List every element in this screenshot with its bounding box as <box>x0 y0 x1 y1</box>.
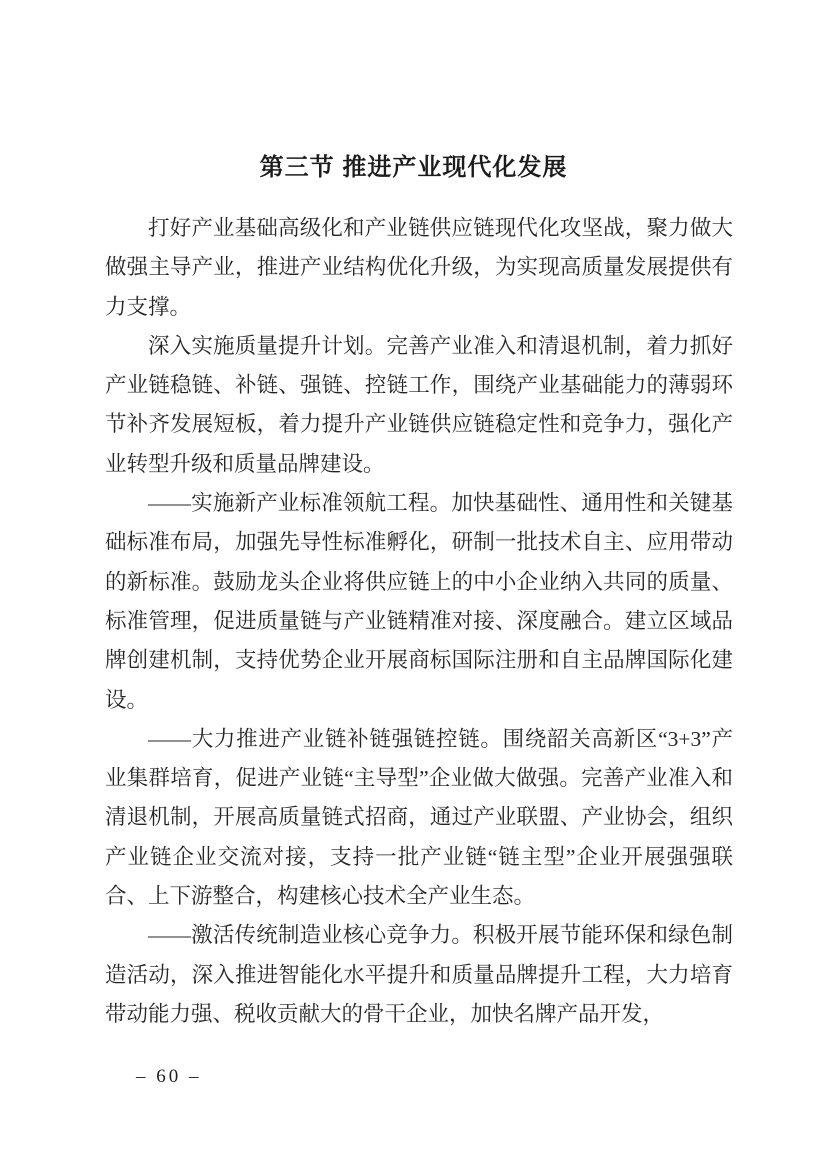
section-title: 第三节 推进产业现代化发展 <box>259 154 568 181</box>
paragraph-intro: 打好产业基础高级化和产业链供应链现代化攻坚战，聚力做大做强主导产业，推进产业结构优化升级，为实现高质量发展提供有力支撑。 <box>105 216 733 319</box>
document-body <box>105 209 733 1034</box>
paragraph-industry-chain: ——大力推进产业链补链强链控链。围绕韶关高新区“3+3”产业集群培育，促进产业链“主导型”企业做大做强。完善产业准入和清退机制，开展高质量链式招商，通过产业联盟、产业协会，组织产业链企业交流对接，支持一批产业链“链主型”企业开展强强联合、上下游整合，构建核心技术全产业生态。 <box>105 726 733 909</box>
page-number: – 60 – <box>136 1066 202 1087</box>
paragraph-manufacturing-competitiveness: ——激活传统制造业核心竞争力。积极开展节能环保和绿色制造活动，深入推进智能化水平提升和质量品牌提升工程，大力培育带动能力强、税收贡献大的骨干企业，加快名牌产品开发， <box>105 923 733 1026</box>
paragraph-quality-plan: 深入实施质量提升计划。完善产业准入和清退机制，着力抓好产业链稳链、补链、强链、控链工作，围绕产业基础能力的薄弱环节补齐发展短板，着力提升产业链供应链稳定性和竞争力，强化产业转型升级和质量品牌建设。 <box>105 333 733 476</box>
paragraph-standards-project: ——实施新产业标准领航工程。加快基础性、通用性和关键基础标准布局，加强先导性标准孵化，研制一批技术自主、应用带动的新标准。鼓励龙头企业将供应链上的中小企业纳入共同的质量、标准管理，促进质量链与产业链精准对接、深度融合。建立区域品牌创建机制，支持优势企业开展商标国际注册和自主品牌国际化建设。 <box>105 491 733 712</box>
